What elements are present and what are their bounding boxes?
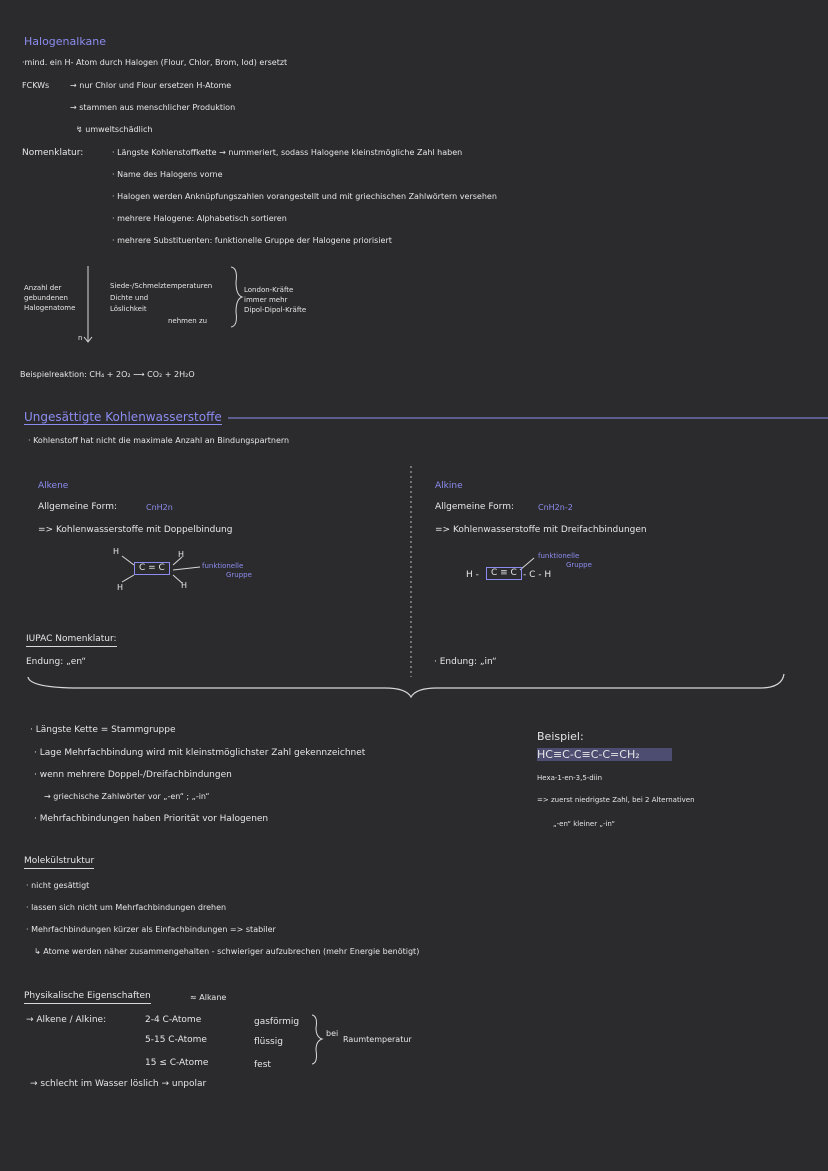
nomen-rule-4: · mehrere Halogene: Alphabetisch sortieren	[112, 214, 287, 223]
alkene-h-br: H	[181, 581, 188, 590]
nomen-rule-1: · Längste Kohlenstoffkette → nummeriert, sodass Halogene kleinstmögliche Zahl haben	[112, 148, 463, 157]
phys-row1-state: gasförmig	[254, 1017, 300, 1027]
trend-right-3: Dipol-Dipol-Kräfte	[244, 306, 307, 314]
fckw-line3: ↯ umweltschädlich	[76, 125, 153, 134]
struct-line-3: · Mehrfachbindungen kürzer als Einfachbindungen => stabiler	[26, 925, 276, 934]
alkine-fg-label: funktionelle	[538, 552, 580, 560]
unsat-title: Ungesättigte Kohlenwasserstoffe	[24, 410, 222, 424]
alkene-fg-label: funktionelle	[202, 562, 244, 570]
beispiel-formula: HC≡C-C≡C-C=CH₂	[537, 748, 640, 761]
alkine-title: Alkine	[435, 481, 463, 491]
trend-brace	[231, 267, 242, 327]
alkene-h-tl: H	[113, 547, 120, 556]
struct-title: Molekülstruktur	[24, 857, 94, 869]
alkene-fg-label-2: Gruppe	[226, 571, 252, 579]
rule-5: · Mehrfachbindungen haben Priorität vor Halogenen	[34, 814, 269, 824]
phys-row2-state: flüssig	[254, 1037, 283, 1047]
phys-label: → Alkene / Alkine:	[26, 1015, 107, 1025]
alkene-h-bl: H	[117, 583, 124, 592]
beispiel-name: Hexa-1-en-3,5-diin	[537, 774, 603, 782]
alkine-fg-pointer	[520, 558, 534, 570]
struct-line-1: · nicht gesättigt	[26, 881, 90, 890]
phys-brace	[312, 1015, 322, 1064]
phys-raum: Raumtemperatur	[343, 1035, 412, 1044]
alkine-right: - C - H	[523, 570, 552, 580]
trend-left-2: gebundenen	[24, 294, 68, 302]
alkene-title: Alkene	[38, 481, 69, 491]
nomen-rule-3: · Halogen werden Anknüpfungszahlen vorangestellt und mit griechischen Zahlwörtern versehen	[112, 192, 497, 201]
alkine-bond-box: C ≡ C	[486, 567, 522, 580]
alkene-form: CnH2n	[146, 503, 173, 512]
alkine-form-label: Allgemeine Form:	[435, 502, 515, 512]
alkene-desc: => Kohlenwasserstoffe mit Doppelbindung	[38, 525, 233, 535]
phys-bei: bei	[326, 1029, 339, 1038]
phys-row3-range: 15 ≤ C-Atome	[145, 1058, 209, 1068]
rule-1: · Längste Kette = Stammgruppe	[30, 725, 176, 735]
trend-mid-1: Siede-/Schmelztemperaturen	[110, 282, 213, 290]
alkene-form-label: Allgemeine Form:	[38, 502, 118, 512]
alkene-fg-pointer	[173, 567, 200, 570]
struct-line-2: · lassen sich nicht um Mehrfachbindungen drehen	[26, 903, 227, 912]
alkene-bond-box: C = C	[134, 562, 170, 575]
rule-3: · wenn mehrere Doppel-/Dreifachbindungen	[34, 770, 232, 780]
unsat-intro: · Kohlenstoff hat nicht die maximale Anzahl an Bindungspartnern	[28, 436, 290, 445]
struct-line-4: ↳ Atome werden näher zusammengehalten - schwieriger aufzubrechen (mehr Energie benötigt)	[34, 947, 420, 956]
alkine-fg-label-2: Gruppe	[566, 561, 592, 569]
fckw-line1: → nur Chlor und Flour ersetzen H-Atome	[70, 81, 232, 90]
trend-mid-2: Dichte und	[110, 294, 149, 302]
rule-4: → griechische Zahlwörter vor „-en“ ; „-in“	[44, 792, 210, 801]
trend-left-1: Anzahl der	[24, 284, 62, 292]
phys-row2-range: 5-15 C-Atome	[145, 1035, 207, 1045]
ending-right: · Endung: „in“	[434, 657, 497, 667]
trend-mid-3: Löslichkeit	[110, 305, 147, 313]
trend-n: n	[78, 334, 83, 342]
beispiel-note-2: „-en“ kleiner „-in“	[553, 820, 615, 828]
fckw-line2: → stammen aus menschlicher Produktion	[70, 103, 236, 112]
trend-right-2: immer mehr	[244, 296, 288, 304]
rule-2: · Lage Mehrfachbindung wird mit kleinstmöglichster Zahl gekennzeichnet	[34, 748, 366, 758]
beispiel-title: Beispiel:	[537, 730, 584, 743]
alkene-h-tr: H	[178, 550, 185, 559]
phys-approx: ≈ Alkane	[190, 993, 227, 1002]
nomen-rule-5: · mehrere Substituenten: funktionelle Gruppe der Halogene priorisiert	[112, 236, 392, 245]
nomen-label: Nomenklatur:	[22, 148, 84, 158]
phys-title: Physikalische Eigenschaften	[24, 992, 151, 1004]
alkine-form: CnH2n-2	[538, 503, 573, 512]
phys-row1-range: 2-4 C-Atome	[145, 1015, 202, 1025]
beispiel-note-1: => zuerst niedrigste Zahl, bei 2 Alternativen	[537, 796, 695, 804]
phys-last: → schlecht im Wasser löslich → unpolar	[30, 1079, 207, 1089]
iupac-brace	[28, 674, 784, 697]
halo-title: Halogenalkane	[24, 35, 106, 48]
alkine-desc: => Kohlenwasserstoffe mit Dreifachbindungen	[435, 525, 647, 535]
phys-row3-state: fest	[254, 1060, 271, 1070]
fckw-label: FCKWs	[22, 81, 50, 90]
trend-left-3: Halogenatome	[24, 304, 76, 312]
iupac-title: IUPAC Nomenklatur:	[26, 635, 117, 647]
ending-left: Endung: „en“	[26, 657, 87, 667]
halo-line1: ·mind. ein H- Atom durch Halogen (Flour, Chlor, Brom, Iod) ersetzt	[22, 58, 288, 67]
example-reaction: Beispielreaktion: CH₄ + 2O₂ ⟶ CO₂ + 2H₂O	[20, 370, 195, 379]
trend-nehmen: nehmen zu	[168, 317, 208, 325]
nomen-rule-2: · Name des Halogens vorne	[112, 170, 223, 179]
alkene-bond-tl	[122, 556, 134, 565]
alkene-bond-bl	[122, 575, 134, 582]
alkine-left: H -	[466, 570, 479, 580]
trend-right-1: London-Kräfte	[244, 286, 294, 294]
